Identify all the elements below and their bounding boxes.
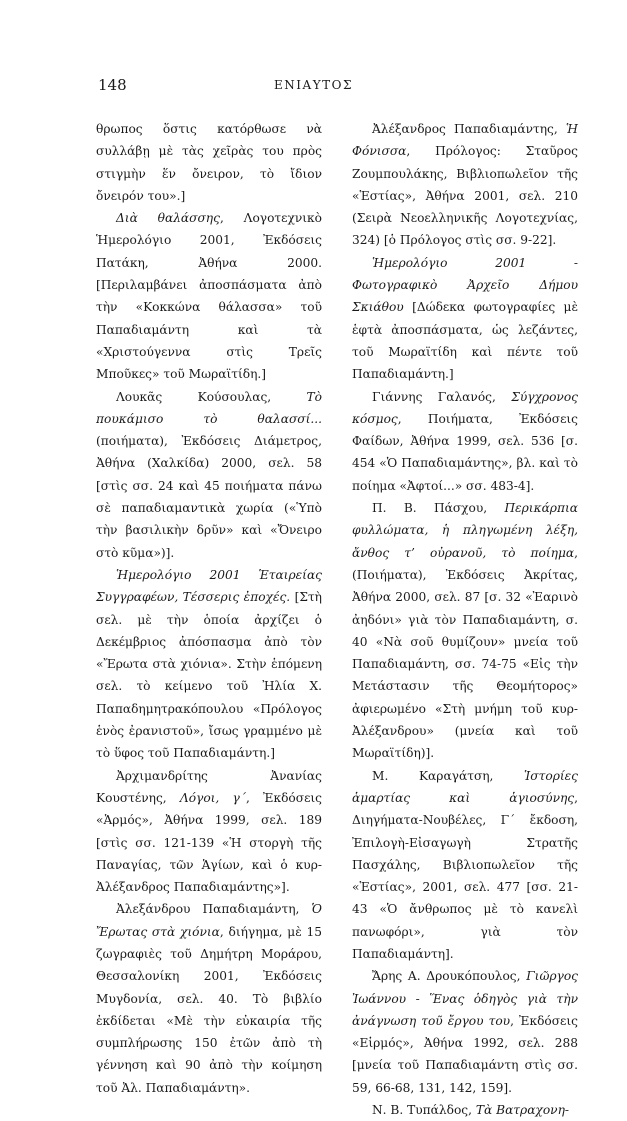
entry-text: , διήγημα, μὲ 15 ζωγραφιὲς τοῦ Δημήτρη Μοράρου, Θεσσαλονίκη 2001, Ἐκδόσεις Μυγδονία, σελ. 40. Τὸ βιβλίο ἐκδίδεται «Μὲ τὴν εὐκαιρία τῆς συμπλήρωσης 150 ἐτῶν ἀπὸ τὴ γέννηση καὶ 90 ἀπὸ τὴν κοίμηση τοῦ Ἀλ. Παπαδιαμάντη».: [96, 924, 322, 1095]
entry-text: Ἀλεξάνδρου Παπαδιαμάντη,: [116, 902, 312, 917]
entry-title-italic: Ἡμερολόγιο 2001 - Φωτογραφικὸ Ἀρχεῖο Δήμου Σκιάθου: [352, 255, 578, 315]
entry-title-italic: Τὰ Βατραχονη-: [475, 1103, 569, 1118]
bibliography-entry: [96, 118, 322, 207]
entry-title-italic: Ὁ Ἔρωτας στὰ χιόνια: [96, 902, 322, 939]
entry-text: [Δώδεκα φωτογραφίες μὲ ἑφτὰ ἀποσπάσματα, ὡς λεζάντες, τοῦ Μωραϊτίδη καὶ πέντε τοῦ Παπαδιαμάντη.]: [352, 300, 578, 382]
entry-text: Μ. Καραγάτση,: [372, 768, 525, 783]
bibliography-entry: [96, 207, 322, 385]
entry-text: θρωπος ὅστις κατόρθωσε νὰ συλλάβῃ μὲ τὰς χεῖρὰς του πρὸς στιγμὴν ἕν ὄνειρον, τὸ ἴδιον ὄνειρόν του».]: [96, 122, 322, 203]
entry-text: [Στὴ σελ. μὲ τὴν ὁποία ἀρχίζει ὁ Δεκέμβριος ἀπόσπασμα ἀπὸ τὸν «Ἔρωτα στὰ χιόνια». Στὴν ἑπόμενη σελ. τὸ κείμενο τοῦ Ἠλία Χ. Παπαδημητρακόπουλου «Πρόλογος ἑνὸς ἐρανιστοῦ», ἴσως γραμμένο μὲ τὸ ὕφος τοῦ Παπαδιαμάντη.]: [96, 590, 322, 761]
bibliography-entry: [352, 1099, 578, 1121]
entry-text: (ποιήματα), Ἐκδόσεις Διάμετρος, Ἀθήνα (Χαλκίδα) 2000, σελ. 58 [στὶς σσ. 24 καὶ 45 ποιήματα πάνω σὲ παπαδιαμαντικὰ χωρία («Ὑπὸ τὴν βασιλικὴν δρῦν» καὶ «Ὄνειρο στὸ κῦμα»)].: [96, 434, 322, 560]
bibliography-entry: [96, 564, 322, 765]
bibliography-entry: [96, 898, 322, 1099]
entry-text: , Ποιήματα, Ἐκδόσεις Φαίδων, Ἀθήνα 1999, σελ. 536 [σ. 454 «Ὁ Παπαδιαμάντης», βλ. καὶ τὸ ποίημα «Ἀφτοί...» σσ. 483-4].: [352, 411, 578, 493]
running-title: ΕΝΙΑΥΤΟΣ: [274, 78, 353, 92]
bibliography-entry: [352, 765, 578, 966]
entry-text: Ἀρχιμανδρίτης Ἀνανίας Κουστένης,: [96, 768, 322, 805]
left-column: [96, 118, 322, 1099]
bibliography-entry: [352, 497, 578, 765]
bibliography-entry: [96, 386, 322, 564]
bibliography-entry: [352, 965, 578, 1099]
entry-text: , Ἐκδόσεις «Εἱρμός», Ἀθήνα 1992, σελ. 288 [μνεία τοῦ Παπαδιαμάντη στὶς σσ. 59, 66-68, 131, 142, 159].: [352, 1013, 578, 1095]
entry-text: Ἀλέξανδρος Παπαδιαμάντης,: [372, 122, 566, 136]
right-column: [352, 118, 578, 1121]
entry-text: Ἄρης Α. Δρουκόπουλος,: [372, 969, 527, 984]
page-number: 148: [98, 76, 127, 94]
entry-title-italic: Διὰ θαλάσσης: [116, 211, 220, 226]
entry-text: , Λογοτεχνικὸ Ἡμερολόγιο 2001, Ἐκδόσεις Πατάκη, Ἀθήνα 2000. [Περιλαμβάνει ἀποσπάσματα ἀπὸ τὴν «Κοκκώνα θάλασσα» τοῦ Παπαδιαμάντη καὶ τὰ «Χριστούγεννα στὶς Τρεῖς Μποῦκες» τοῦ Μωραϊτίδη.]: [96, 211, 322, 382]
entry-title-italic: Ἡ Φόνισσα: [352, 122, 578, 159]
entry-title-italic: Γιῶργος Ἰωάννου - Ἕνας ὁδηγὸς γιὰ τὴν ἀνάγνωση τοῦ ἔργου του: [352, 969, 578, 1028]
entry-title-italic: Ἱστορίες ἁμαρτίας καὶ ἁγιοσύνης: [352, 768, 578, 805]
entry-text: Π. Β. Πάσχου,: [372, 501, 505, 516]
entry-text: Ν. Β. Τυπάλδος,: [372, 1103, 476, 1118]
bibliography-entry: [352, 118, 578, 252]
entry-title-italic: Λόγοι, γ΄: [179, 790, 246, 805]
entry-title-italic: Τὸ πουκάμισο τὸ θαλασσί...: [96, 389, 322, 426]
entry-text: , Πρόλογος: Σταῦρος Ζουμπουλάκης, Βιβλιοπωλεῖον τῆς «Ἑστίας», Ἀθήνα 2001, σελ. 210 (Σειρὰ Νεοελληνικῆς Λογοτεχνίας, 324) [ὁ Πρόλογος στὶς σσ. 9-22].: [352, 144, 578, 248]
entry-title-italic: Σύγχρονος κόσμος: [352, 389, 578, 426]
entry-text: , Ἐκδόσεις «Ἁρμός», Ἀθήνα 1999, σελ. 189 [στὶς σσ. 121-139 «Ἡ στοργὴ τῆς Παναγίας, τῶν Ἁγίων, καὶ ὁ κυρ-Ἀλέξανδρος Παπαδιαμάντης»].: [96, 790, 322, 895]
entry-title-italic: Περικάρπια φυλλώματα, ἡ πληγωμένη λέξη, ἄνθος τ’ οὐρανοῦ, τὸ ποίημα: [352, 501, 578, 560]
entry-text: , Διηγήματα-Νουβέλες, Γ΄ ἔκδοση, Ἐπιλογὴ-Εἰσαγωγὴ Στρατῆς Πασχάλης, Βιβλιοπωλεῖον τῆς «Ἑστίας», 2001, σελ. 477 [σσ. 21-43 «Ὁ ἄνθρωπος μὲ τὸ κανελὶ πανωφόρι», γιὰ τὸν Παπαδιαμάντη].: [352, 790, 578, 961]
bibliography-entry: [352, 386, 578, 497]
entry-text: , (Ποιήματα), Ἐκδόσεις Ἀκρίτας, Ἀθήνα 2000, σελ. 87 [σ. 32 «Ἐαρινὸ ἀηδόνι» γιὰ τὸν Παπαδιαμάντη, σ. 40 «Νὰ σοῦ θυμίζουν» μνεία τοῦ Παπαδιαμάντη, σσ. 74-75 «Εἰς τὴν Μετάστασιν τῆς Θεομήτορος» ἀφιερωμένο «Στὴ μνήμη τοῦ κυρ-Ἀλέξανδρου» (μνεία καὶ τοῦ Μωραϊτίδη)].: [352, 545, 578, 761]
bibliography-entry: [96, 765, 322, 899]
entry-text: Γιάννης Γαλανός,: [372, 389, 512, 404]
bibliography-entry: [352, 252, 578, 386]
entry-title-italic: Ἡμερολόγιο 2001 Ἑταιρείας Συγγραφέων, Τέσσερις ἐποχές.: [96, 567, 322, 605]
entry-text: Λουκᾶς Κούσουλας,: [116, 389, 307, 404]
